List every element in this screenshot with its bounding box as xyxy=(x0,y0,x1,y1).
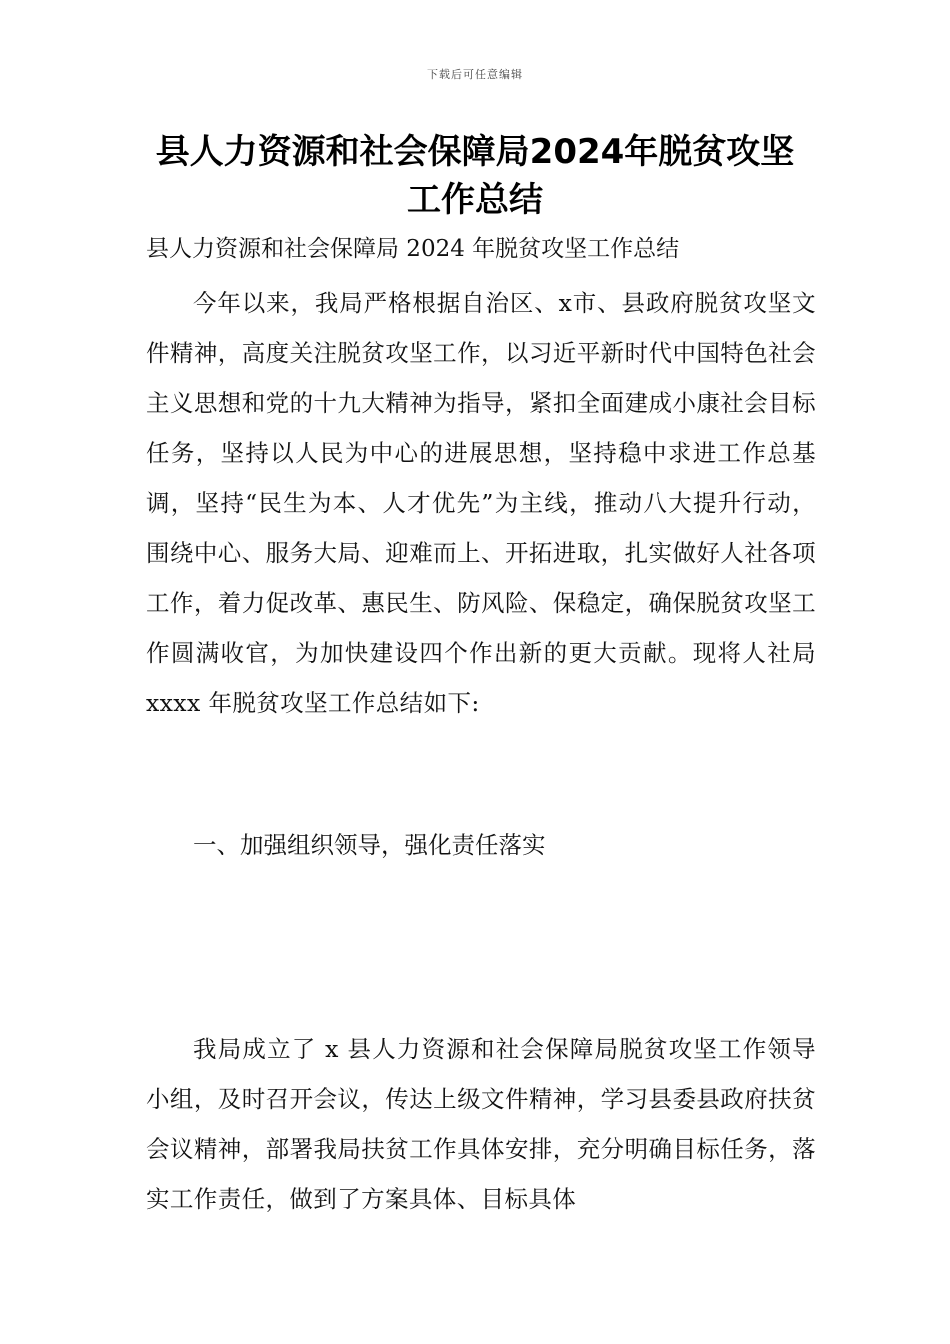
body-paragraph: 今年以来，我局严格根据自治区、x市、县政府脱贫攻坚文件精神，高度关注脱贫攻坚工作，以习近平新时代中国特色社会主义思想和党的十九大精神为指导，紧扣全面建成小康社会目标任务，坚持以人民为中心的进展思想，坚持稳中求进工作总基调，坚持“民生为本、人才优先”为主线，推动八大提升行动，围绕中心、服务大局、迎难而上、开拓进取，扎实做好人社各项工作，着力促改革、惠民生、防风险、保稳定，确保脱贫攻坚工作圆满收官，为加快建设四个作出新的更大贡献。现将人社局 xxxx 年脱贫攻坚工作总结如下: xyxy=(146,289,816,717)
body-paragraph: 我局成立了 x 县人力资源和社会保障局脱贫攻坚工作领导小组，及时召开会议，传达上级文件精神，学习县委县政府扶贫会议精神，部署我局扶贫工作具体安排，充分明确目标任务，落实工作责任，做到了方案具体、目标具体 xyxy=(146,1035,816,1213)
section-heading: 一、加强组织领导，强化责任落实 xyxy=(193,831,546,859)
document-subtitle: 县人力资源和社会保障局 2024 年脱贫攻坚工作总结 xyxy=(146,236,680,262)
header-note: 下载后可任意编辑 xyxy=(427,68,523,81)
document-title: 县人力资源和社会保障局2024年脱贫攻坚工作总结 xyxy=(155,132,795,220)
